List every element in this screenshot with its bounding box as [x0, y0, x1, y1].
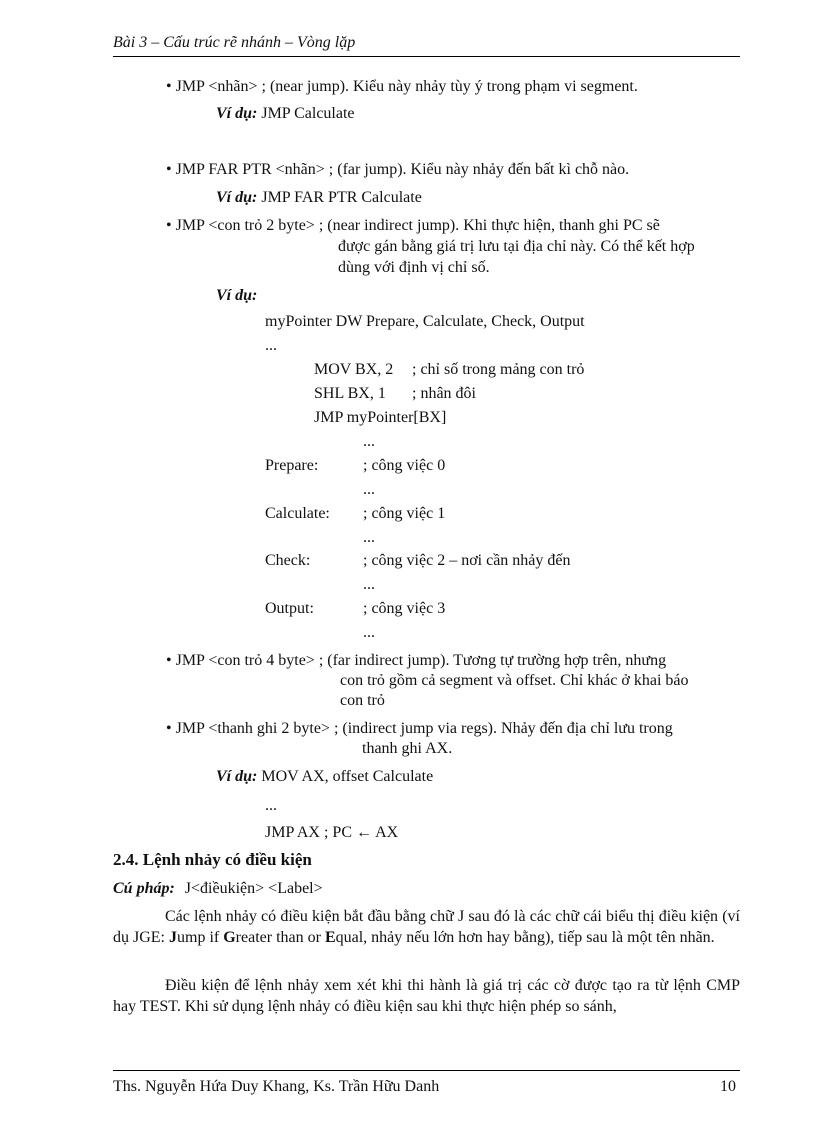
bold-letter: G [223, 929, 236, 946]
bullet-reg-jump-line2: thanh ghi AX. [362, 740, 453, 757]
bullet-far-indirect-line3: con trỏ [340, 692, 385, 709]
code-comment-output: ; công việc 3 [363, 600, 446, 617]
code-comment-check: ; công việc 2 – nơi cần nhảy đến [363, 552, 571, 569]
code-dots: ... [363, 624, 375, 641]
paragraph-text: ump if [177, 929, 224, 946]
footer-rule [113, 1070, 740, 1071]
paragraph-conditional-jumps [113, 906, 740, 948]
bullet-near-jump: • JMP <nhãn> ; (near jump). Kiểu này nhảy tùy ý trong phạm vi segment. [166, 78, 638, 95]
paragraph-flags: Điều kiện để lệnh nhảy xem xét khi thi hành là giá trị các cờ được tạo ra từ lệnh CMP hay TEST. Khi sử dụng lệnh nhảy có điều kiện sau khi thực hiện phép so sánh, [113, 977, 740, 1015]
paragraph-text: qual, nhảy nếu lớn hơn hay bằng), tiếp sau là một tên nhãn. [335, 929, 715, 946]
code-label-check: Check: [265, 552, 311, 569]
example-far-jump [216, 188, 422, 208]
example-code: MOV AX, offset Calculate [257, 768, 434, 785]
bullet-near-indirect-line3: dùng với định vị chỉ số. [338, 259, 490, 276]
syntax-code: J<điềukiện> <Label> [184, 880, 323, 897]
example-reg-jump [216, 767, 433, 787]
bullet-far-indirect-line2: con trỏ gồm cả segment và offset. Chỉ khác ở khai báo [340, 672, 689, 689]
code-shl: SHL BX, 1 [314, 385, 386, 402]
example-label-indirect: Ví dụ: [216, 287, 258, 304]
code-label-calculate: Calculate: [265, 505, 330, 522]
code-label-output: Output: [265, 600, 314, 617]
code-comment-prepare: ; công việc 0 [363, 457, 446, 474]
code-shl-comment: ; nhân đôi [412, 385, 476, 402]
code-dots: ... [363, 529, 375, 546]
code-dots: ... [363, 481, 375, 498]
bullet-far-jump: • JMP FAR PTR <nhãn> ; (far jump). Kiểu này nhảy đến bất kì chỗ nào. [166, 161, 630, 178]
paragraph-text: Các lệnh nhảy có điều kiện bắt đầu bằng chữ J sau đó là các chữ cái biểu thị điều kiện (ví dụ JGE: [113, 908, 740, 946]
code-dots: ... [363, 576, 375, 593]
bold-letter: E [324, 929, 336, 946]
code-dots: ... [265, 797, 277, 814]
example-label: Ví dụ: [216, 768, 258, 785]
example-code: JMP FAR PTR Calculate [257, 189, 422, 206]
code-jmp: JMP myPointer[BX] [314, 409, 447, 426]
code-mov: MOV BX, 2 [314, 361, 394, 378]
header-rule [113, 56, 740, 57]
paragraph-text: reater than or [235, 929, 325, 946]
footer-authors: Ths. Nguyễn Hứa Duy Khang, Ks. Trần Hữu Danh [113, 1078, 440, 1095]
bullet-near-indirect-line1: • JMP <con trỏ 2 byte> ; (near indirect jump). Khi thực hiện, thanh ghi PC sẽ [166, 217, 660, 234]
page-number: 10 [720, 1078, 736, 1095]
bold-letter: J [169, 929, 177, 946]
code-decl: myPointer DW Prepare, Calculate, Check, Output [265, 313, 585, 330]
example-label: Ví dụ: [216, 189, 258, 206]
syntax-line [113, 879, 323, 899]
code-dots: ... [265, 337, 277, 354]
code-jmp-ax: JMP AX ; PC ← AX [265, 824, 399, 841]
example-near-jump [216, 104, 355, 124]
bullet-far-indirect-line1: • JMP <con trỏ 4 byte> ; (far indirect jump). Tương tự trường hợp trên, nhưng [166, 652, 667, 669]
example-label: Ví dụ: [216, 105, 258, 122]
code-label-prepare: Prepare: [265, 457, 319, 474]
syntax-label: Cú pháp: [113, 880, 175, 897]
code-mov-comment: ; chỉ số trong mảng con trỏ [412, 361, 585, 378]
bullet-near-indirect-line2: được gán bằng giá trị lưu tại địa chỉ này. Có thể kết hợp [338, 238, 695, 255]
example-code: JMP Calculate [257, 105, 355, 122]
section-heading: 2.4. Lệnh nhảy có điều kiện [113, 850, 312, 869]
bullet-reg-jump-line1: • JMP <thanh ghi 2 byte> ; (indirect jump via regs). Nhảy đến địa chỉ lưu trong [166, 720, 673, 737]
code-dots: ... [363, 433, 375, 450]
page-header: Bài 3 – Cấu trúc rẽ nhánh – Vòng lặp [113, 34, 356, 51]
code-comment-calculate: ; công việc 1 [363, 505, 446, 522]
